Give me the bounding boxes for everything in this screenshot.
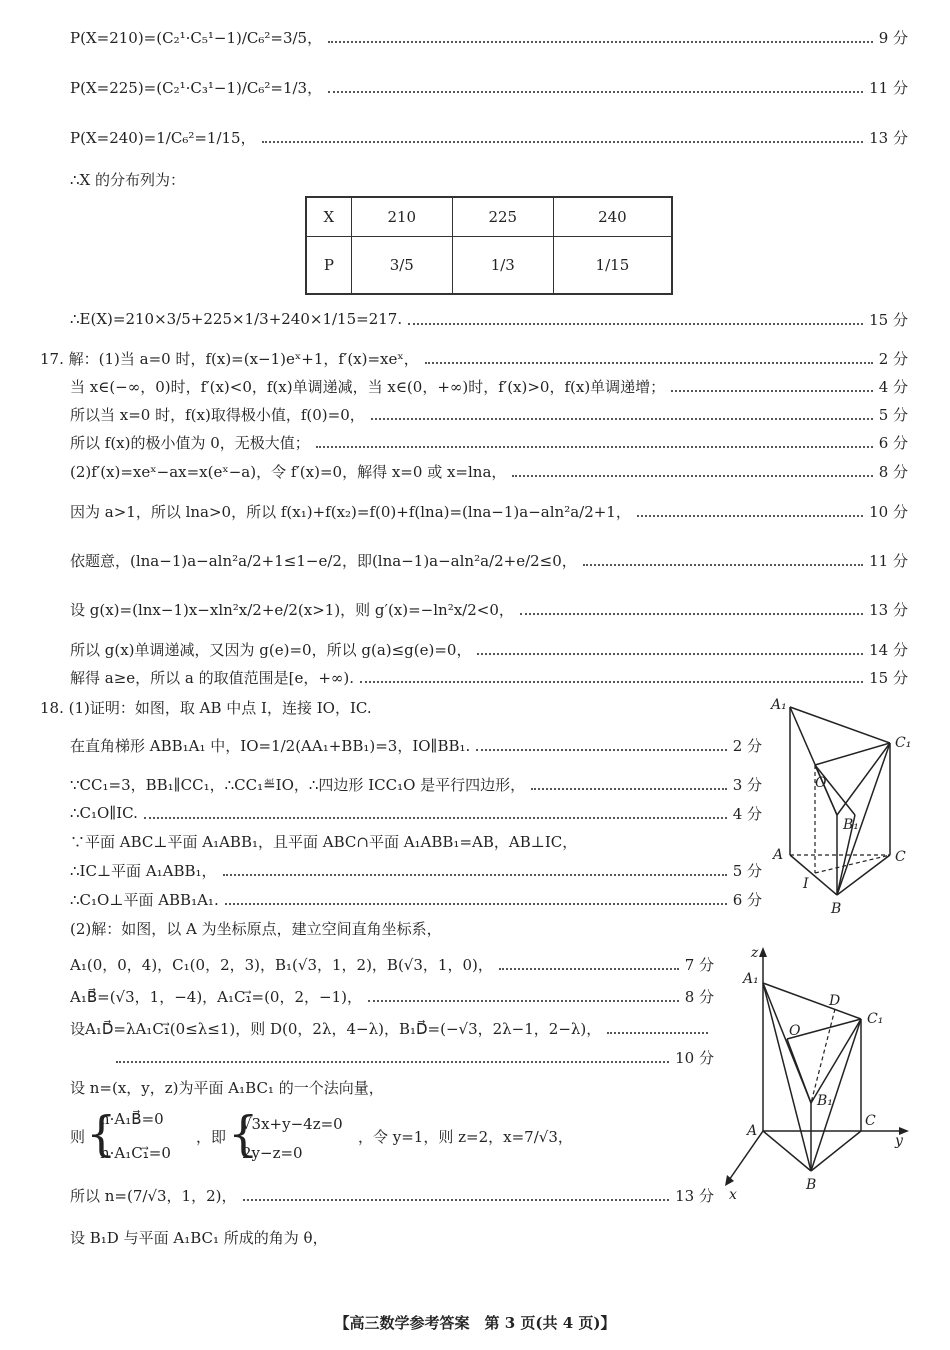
leader-dots bbox=[316, 446, 873, 448]
score: 11 分 bbox=[869, 78, 908, 97]
table-cell: 225 bbox=[452, 197, 553, 237]
line-q18-4 bbox=[70, 802, 762, 824]
line-text: 则 bbox=[70, 1127, 86, 1146]
table-row bbox=[306, 237, 672, 295]
line-text: ∴C₁O⊥平面 ABB₁A₁. bbox=[70, 890, 219, 909]
line-text: 所以 f(x)的极小值为 0，无极大值； bbox=[70, 433, 310, 452]
line-q17-2 bbox=[70, 375, 908, 397]
line-text: P(X=240)=1/C₆²=1/15， bbox=[70, 128, 256, 147]
leader-dots bbox=[531, 788, 727, 790]
line-text: 所以 n=(7/√3，1，2)， bbox=[70, 1186, 237, 1205]
line-text: 设 n=(x，y，z)为平面 A₁BC₁ 的一个法向量， bbox=[70, 1078, 384, 1097]
leader-dots bbox=[607, 1032, 708, 1034]
line-text: ∵CC₁=3，BB₁∥CC₁，∴CC₁≝IO，∴四边形 ICC₁O 是平行四边形， bbox=[70, 775, 526, 794]
score: 11 分 bbox=[869, 551, 908, 570]
line-text: ∴IC⊥平面 A₁ABB₁， bbox=[70, 861, 217, 880]
line-q18-14-mid bbox=[196, 1125, 226, 1147]
line-p210 bbox=[70, 26, 908, 48]
line-q18-14-lead bbox=[70, 1125, 85, 1147]
leader-dots bbox=[476, 749, 726, 751]
score: 10 分 bbox=[869, 502, 908, 521]
score: 3 分 bbox=[732, 775, 762, 794]
line-text: (2)f′(x)=xeˣ−ax=x(eˣ−a)，令 f′(x)=0，解得 x=0 或 x=lna， bbox=[70, 462, 507, 481]
leader-dots bbox=[243, 1199, 670, 1201]
table-cell: 1/15 bbox=[553, 237, 672, 295]
leader-dots bbox=[637, 515, 863, 517]
line-q18-13 bbox=[70, 1076, 384, 1098]
score: 15 分 bbox=[869, 310, 908, 329]
leader-dots bbox=[360, 681, 863, 683]
label-C: C bbox=[865, 1113, 876, 1129]
label-A1: A₁ bbox=[743, 971, 759, 987]
equation: 2y−z=0 bbox=[242, 1144, 303, 1162]
score: 14 分 bbox=[869, 640, 908, 659]
label-x: x bbox=[729, 1187, 737, 1203]
label-B: B bbox=[806, 1177, 817, 1193]
line-q18-11 bbox=[70, 1017, 714, 1039]
line-text: 当 x∈(−∞，0)时，f′(x)<0，f(x)单调递减，当 x∈(0，+∞)时，f′(x)>0，f(x)单调递增； bbox=[70, 377, 666, 396]
table-row bbox=[306, 197, 672, 237]
score: 15 分 bbox=[869, 668, 908, 687]
line-dist-intro bbox=[70, 168, 185, 190]
score: 5 分 bbox=[732, 861, 762, 880]
line-q18-9 bbox=[70, 953, 714, 975]
system2-eq2 bbox=[242, 1142, 303, 1164]
label-A: A bbox=[773, 847, 784, 863]
line-q17-3 bbox=[70, 403, 908, 425]
left-brace: { bbox=[228, 1106, 259, 1162]
score: 7 分 bbox=[684, 955, 714, 974]
line-q17-9 bbox=[70, 638, 908, 660]
label-A: A bbox=[747, 1123, 758, 1139]
line-text: 在直角梯形 ABB₁A₁ 中，IO=1/2(AA₁+BB₁)=3，IO∥BB₁. bbox=[70, 736, 471, 755]
line-q18-3 bbox=[70, 773, 762, 795]
line-text: ∴E(X)=210×3/5+225×1/3+240×1/15=217. bbox=[70, 310, 403, 328]
label-O: O bbox=[815, 775, 827, 791]
leader-dots bbox=[671, 390, 873, 392]
line-text: (2)解：如图，以 A 为坐标原点，建立空间直角坐标系， bbox=[70, 919, 442, 938]
line-q18-8 bbox=[70, 917, 442, 939]
line-q18-7 bbox=[70, 888, 762, 910]
line-text: 所以 g(x)单调递减，又因为 g(e)=0，所以 g(a)≤g(e)=0， bbox=[70, 640, 472, 659]
leader-dots bbox=[223, 874, 727, 876]
system1-eq2 bbox=[100, 1142, 171, 1164]
label-I: I bbox=[803, 876, 809, 892]
table-cell: 240 bbox=[553, 197, 672, 237]
leader-dots bbox=[116, 1061, 669, 1063]
score: 6 分 bbox=[732, 890, 762, 909]
table-cell: 1/3 bbox=[452, 237, 553, 295]
leader-dots bbox=[328, 91, 863, 93]
line-text: ，即 bbox=[196, 1127, 227, 1146]
prism-figure-1 bbox=[765, 695, 925, 920]
line-q18-15 bbox=[70, 1184, 714, 1206]
line-q18-14-tail bbox=[358, 1125, 573, 1147]
line-text: P(X=225)=(C₂¹·C₃¹−1)/C₆²=1/3， bbox=[70, 78, 323, 97]
leader-dots bbox=[520, 613, 863, 615]
label-A1: A₁ bbox=[771, 697, 787, 713]
score: 10 分 bbox=[675, 1048, 714, 1067]
line-q18-1 bbox=[40, 696, 372, 718]
line-q17-5 bbox=[70, 460, 908, 482]
leader-dots bbox=[477, 653, 863, 655]
line-q18-10 bbox=[70, 985, 714, 1007]
line-text: 所以当 x=0 时，f(x)取得极小值，f(0)=0， bbox=[70, 405, 365, 424]
table-cell: P bbox=[306, 237, 351, 295]
line-text: 17. 解：(1)当 a=0 时，f(x)=(x−1)eˣ+1，f′(x)=xeˣ， bbox=[40, 349, 419, 368]
line-text: 因为 a>1，所以 lna>0，所以 f(x₁)+f(x₂)=f(0)+f(lna)=(lna−1)a−aln²a/2+1， bbox=[70, 502, 631, 521]
line-q18-2 bbox=[70, 734, 762, 756]
line-q17-1 bbox=[40, 347, 908, 369]
leader-dots bbox=[368, 1000, 679, 1002]
leader-dots bbox=[425, 362, 873, 364]
leader-dots bbox=[512, 475, 872, 477]
line-q18-5 bbox=[70, 830, 577, 852]
score: 2 分 bbox=[878, 349, 908, 368]
leader-dots bbox=[328, 41, 873, 43]
equation: n·A₁C₁⃗=0 bbox=[100, 1144, 171, 1162]
score: 5 分 bbox=[878, 405, 908, 424]
line-text: 设 g(x)=(lnx−1)x−xln²x/2+e/2(x>1)，则 g′(x)=−ln²x/2<0， bbox=[70, 600, 514, 619]
line-text: 设 B₁D 与平面 A₁BC₁ 所成的角为 θ， bbox=[70, 1228, 328, 1247]
distribution-table bbox=[305, 196, 673, 295]
line-q17-4 bbox=[70, 431, 908, 453]
prism-figure-2 bbox=[715, 943, 915, 1203]
label-B1: B₁ bbox=[843, 817, 859, 833]
score: 8 分 bbox=[878, 462, 908, 481]
table-cell: 3/5 bbox=[351, 237, 452, 295]
label-D: D bbox=[829, 993, 841, 1009]
equation: √3x+y−4z=0 bbox=[242, 1115, 343, 1133]
leader-dots bbox=[225, 903, 727, 905]
line-text: ∴X 的分布列为： bbox=[70, 170, 185, 189]
score: 9 分 bbox=[878, 28, 908, 47]
table-cell: X bbox=[306, 197, 351, 237]
line-q17-7 bbox=[70, 549, 908, 571]
score: 8 分 bbox=[684, 987, 714, 1006]
label-C: C bbox=[895, 849, 906, 865]
label-z: z bbox=[751, 945, 759, 961]
line-text: ，令 y=1，则 z=2，x=7/√3， bbox=[358, 1127, 573, 1146]
line-text: A₁B⃗=(√3，1，−4)，A₁C₁⃗=(0，2，−1)， bbox=[70, 987, 362, 1006]
score: 2 分 bbox=[732, 736, 762, 755]
line-p225 bbox=[70, 76, 908, 98]
label-B1: B₁ bbox=[817, 1093, 833, 1109]
leader-dots bbox=[371, 418, 873, 420]
line-text: ∴C₁O∥IC. bbox=[70, 804, 138, 822]
score: 6 分 bbox=[878, 433, 908, 452]
table-cell: 210 bbox=[351, 197, 452, 237]
score: 13 分 bbox=[869, 600, 908, 619]
line-text: 设A₁D⃗=λA₁C₁⃗(0≤λ≤1)，则 D(0，2λ，4−λ)，B₁D⃗=(−√3，2λ−1，2−λ)， bbox=[70, 1019, 602, 1038]
label-C1: C₁ bbox=[867, 1011, 884, 1027]
label-y: y bbox=[895, 1133, 903, 1149]
line-text: 18. (1)证明：如图，取 AB 中点 I，连接 IO，IC. bbox=[40, 698, 372, 717]
system1-eq1 bbox=[100, 1108, 164, 1130]
line-q18-6 bbox=[70, 859, 762, 881]
line-q17-6 bbox=[70, 500, 908, 522]
score: 4 分 bbox=[878, 377, 908, 396]
line-text: 解得 a≥e，所以 a 的取值范围是[e，+∞). bbox=[70, 668, 355, 687]
line-text: A₁(0，0，4)，C₁(0，2，3)，B₁(√3，1，2)，B(√3，1，0)， bbox=[70, 955, 493, 974]
label-C1: C₁ bbox=[895, 735, 912, 751]
leader-dots bbox=[262, 141, 864, 143]
equation: n·A₁B⃗=0 bbox=[100, 1110, 164, 1128]
leader-dots bbox=[499, 968, 679, 970]
line-text: ∵平面 ABC⊥平面 A₁ABB₁，且平面 ABC∩平面 A₁ABB₁=AB，AB⊥IC， bbox=[70, 832, 578, 851]
leader-dots bbox=[144, 817, 727, 819]
leader-dots bbox=[583, 564, 863, 566]
page-footer: 【高三数学参考答案 第 3 页(共 4 页)】 bbox=[334, 1314, 616, 1332]
label-O: O bbox=[789, 1023, 801, 1039]
line-p240 bbox=[70, 126, 908, 148]
line-text: 依题意，(lna−1)a−aln²a/2+1≤1−e/2，即(lna−1)a−aln²a/2+e/2≤0， bbox=[70, 551, 577, 570]
line-q18-16 bbox=[70, 1226, 328, 1248]
leader-dots bbox=[408, 323, 863, 325]
label-B: B bbox=[831, 901, 842, 917]
line-q18-12 bbox=[110, 1046, 714, 1068]
score: 13 分 bbox=[675, 1186, 714, 1205]
left-brace: { bbox=[86, 1106, 117, 1162]
line-q17-10 bbox=[70, 666, 908, 688]
score: 13 分 bbox=[869, 128, 908, 147]
line-q17-8 bbox=[70, 598, 908, 620]
score: 4 分 bbox=[732, 804, 762, 823]
line-text: P(X=210)=(C₂¹·C₅¹−1)/C₆²=3/5， bbox=[70, 28, 323, 47]
system2-eq1 bbox=[242, 1113, 343, 1135]
line-ex bbox=[70, 308, 908, 330]
